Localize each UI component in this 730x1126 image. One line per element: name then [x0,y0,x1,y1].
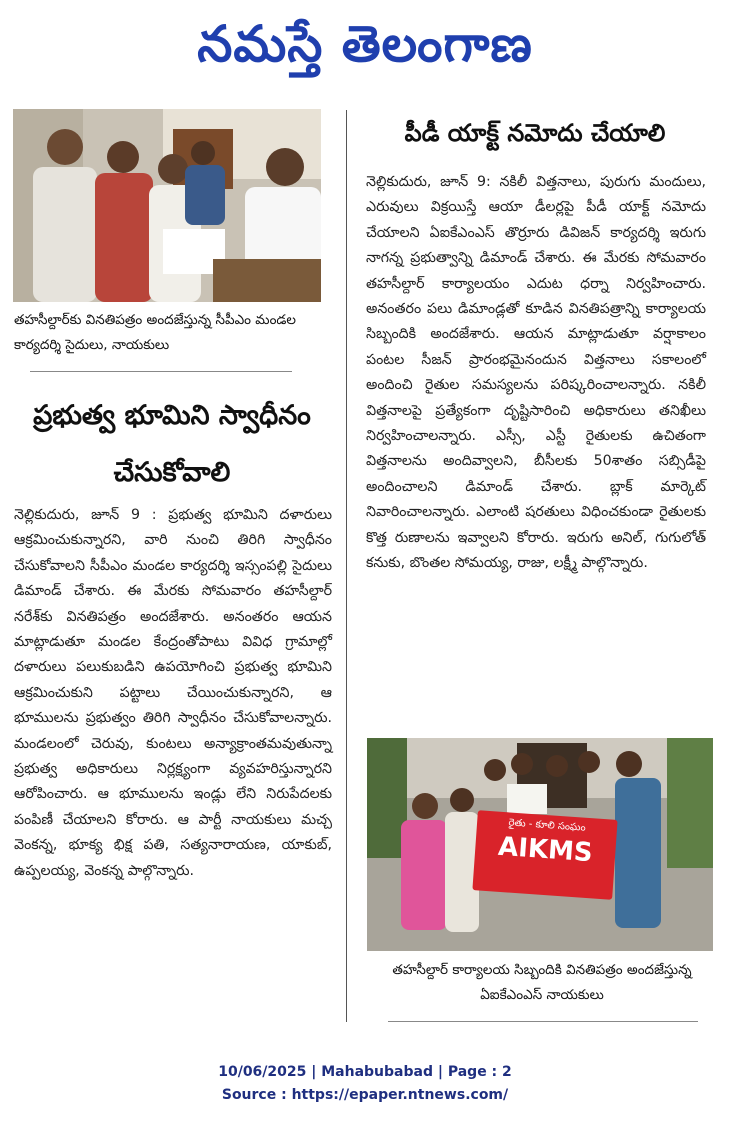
left-photo-caption: తహసీల్దార్‌కు వినతిపత్రం అందజేస్తున్న సీపీఎం మండల కార్యదర్శి సైదులు, నాయకులు [14,312,296,353]
left-caption-rule [30,371,292,372]
left-article-photo [13,109,321,302]
right-photo-caption: తహసీల్దార్ కార్యాలయ సిబ్బందికి వినతిపత్రం అందజేస్తున్న ఏఐకేఎంఎస్ నాయకులు [392,962,692,1003]
banner-text: AIKMS [497,831,594,869]
footer-date-line: 10/06/2025 | Mahabubabad | Page : 2 [218,1064,512,1080]
footer-source-link[interactable]: Source : https://epaper.ntnews.com/ [221,1087,509,1103]
right-headline: పీడీ యాక్ట్ నమోదు చేయాలి [404,119,666,147]
masthead [0,4,730,84]
right-article-body [366,170,706,577]
left-article-body [14,503,332,884]
masthead-title: నమస్తే తెలంగాణ [197,15,533,73]
column-divider [346,110,347,1022]
right-caption-rule [388,1021,698,1022]
right-article-text: నెల్లికుదురు, జూన్ 9: నకిలీ విత్తనాలు, పురుగు మందులు, ఎరువులు విక్రయిస్తే ఆయా డీలర్లపై పీడీ యాక్ట్ నమోదు చేయాలని ఏఐకేఎంఎస్ తొర్రూరు డివిజన్ కార్యదర్శి ఇరుగు నాగన్న ప్రభుత్వాన్ని డిమాండ్ చేశారు. ఈ మేరకు సోమవారం తహసీల్దార్ కార్యాలయం ఎదుట ధర్నా నిర్వహించారు. అనంతరం పలు డిమాండ్లతో కూడిన వినతిపత్రాన్ని కార్యాలయ సిబ్బందికి అందజేశారు. ఆయన మాట్లాడుతూ వర్షాకాలం పంటల సీజన్ ప్రారంభమైనందున విత్తనాలు సకాలంలో అందించి రైతుల సమస్యలను పరిష్కరించాలన్నారు. నకిలీ విత్తనాలపై ప్రత్యేకంగా దృష్టిసారించి అధికారులు తనిఖీలు నిర్వహించాలన్నారు. ఎస్సీ, ఎస్టీ రైతులకు ఉచితంగా విత్తనాలను అందివ్వాలని, బీసీలకు 50శాతం సబ్సిడీపై అందించాలని డిమాండ్ చేశారు. బ్లాక్ మార్కెట్ నివారించాలన్నారు. ఎలాంటి షరతులు విధించకుండా రైతులకు కొత్త రుణాలను ఇవ్వాలని కోరారు. ఇరుగు అనిల్, గుగులోత్ కనుకు, బొంతల సోమయ్య, రాజు, లక్ష్మీ పాల్గొన్నారు. [366,174,706,572]
office-meeting-photo [13,109,321,302]
aikms-banner [472,810,617,900]
banner-subtext: రైతు - కూలి సంఘం [508,817,586,834]
left-headline: ప్రభుత్వ భూమిని స్వాధీనం చేసుకోవాలి [33,400,311,488]
left-article-text: నెల్లికుదురు, జూన్ 9 : ప్రభుత్వ భూమిని దళారులు ఆక్రమించుకున్నారని, వారి నుంచి తిరిగి స్వాధీనం చేసుకోవాలని సీపీఎం మండల కార్యదర్శి ఇస్సంపల్లి సైదులు డిమాండ్ చేశారు. ఈ మేరకు సోమవారం తహసీల్దార్ నరేశ్‌కు వినతిపత్రం అందజేశారు. అనంతరం ఆయన మాట్లాడుతూ మండల కేంద్రంతోపాటు వివిధ గ్రామాల్లో దళారులు పలుకుబడిని ఉపయోగించి ప్రభుత్వ భూమిని ఆక్రమించుకుని పట్టాలు చేయించుకున్నారని, ఆ భూములను ప్రభుత్వం తిరిగి స్వాధీనం చేసుకోవాలన్నారు. మండలంలో చెరువు, కుంటలు అన్యాక్రాంతమవుతున్నా ప్రభుత్వ అధికారులు నిర్లక్ష్యంగా వ్యవహరిస్తున్నారని ఆరోపించారు. ఆ భూములను ఇండ్లు లేని నిరుపేదలకు పంపిణీ చేయాలని కోరారు. ఆ పార్టీ నాయకులు మచ్చ వెంకన్న, భూక్య భిక్ష పతి, సత్యనారాయణ, యాకుబ్, ఉప్పలయ్య, వెంకన్న పాల్గొన్నారు. [14,507,332,879]
